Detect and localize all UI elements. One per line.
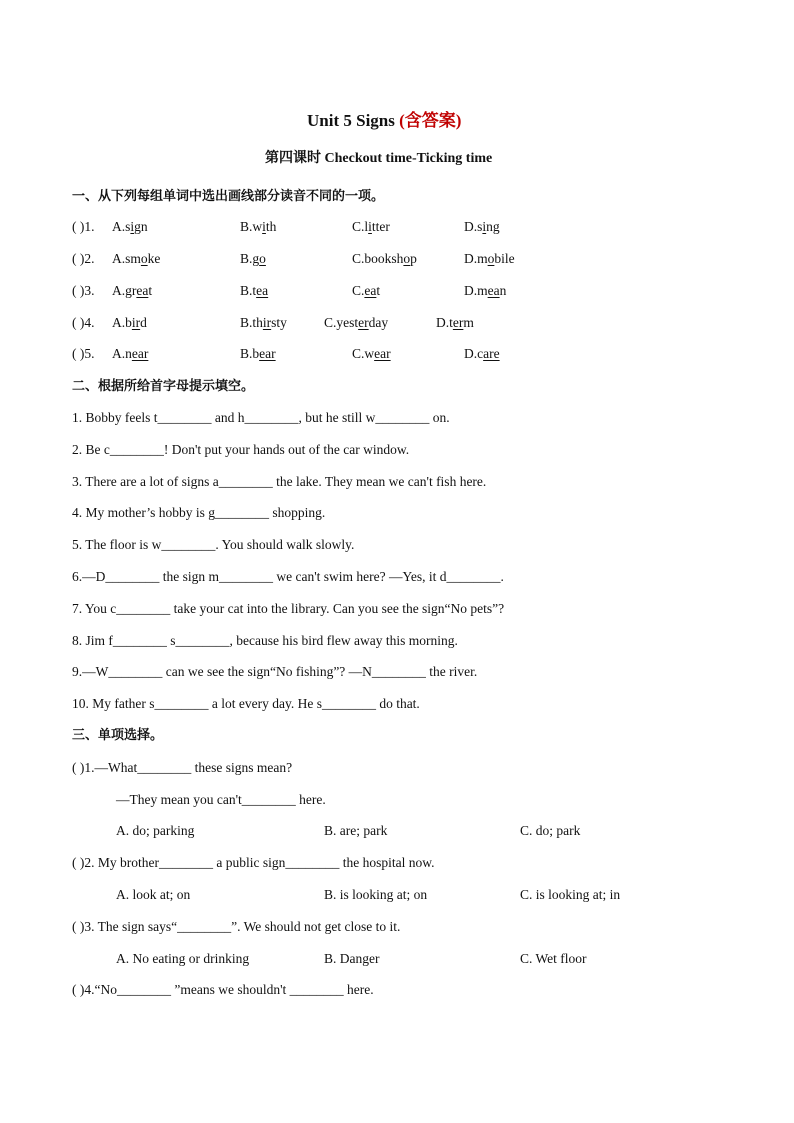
phonics-q1-option-a: A.sign <box>112 219 148 234</box>
phonics-q4-option-a: A.bird <box>112 315 147 330</box>
phonics-q5-option-a: A.near <box>112 346 149 361</box>
phonics-q3-option-a: A.great <box>112 283 153 298</box>
lesson-subtitle: 第四课时 Checkout time-Ticking time <box>265 151 493 166</box>
phonics-q3-number: ( )3. <box>72 283 95 298</box>
mc-q2-option-c: C. is looking at; in <box>520 887 621 902</box>
underlined-letters: i <box>262 219 266 234</box>
phonics-q5-option-d: D.care <box>464 346 500 361</box>
mc-q4-stem: ( )4.“No________ ”means we shouldn't ________ here. <box>72 982 374 997</box>
mc-q2-option-a: A. look at; on <box>116 887 191 902</box>
page-title <box>307 106 461 131</box>
mc-q3-option-b: B. Danger <box>324 951 380 966</box>
phonics-q2-option-d: D.mobile <box>464 251 515 266</box>
underlined-letters: o <box>140 251 148 266</box>
underlined-letters: i <box>482 219 487 234</box>
mc-q1-option-c: C. do; park <box>520 823 581 838</box>
phonics-q3-option-b: B.tea <box>240 283 269 298</box>
phonics-q5-option-b: B.bear <box>240 346 276 361</box>
phonics-q1-option-c: C.litter <box>352 219 390 234</box>
underlined-letters: ea <box>364 283 377 298</box>
answer-tag: (含答案) <box>399 111 462 130</box>
mc-q3-stem: ( )3. The sign says“________”. We should not get close to it. <box>72 919 401 934</box>
underlined-letters: er <box>452 315 464 330</box>
section-2-heading: 二、根据所给首字母提示填空。 <box>72 379 255 394</box>
underlined-letters: ea <box>256 283 269 298</box>
underlined-letters: ea <box>136 283 149 298</box>
underlined-letters: o <box>259 251 266 266</box>
phonics-q2-option-c: C.bookshop <box>352 251 417 266</box>
mc-q1-stem: ( )1.—What________ these signs mean? <box>72 760 293 775</box>
underlined-letters: ear <box>259 346 276 361</box>
underlined-letters: o <box>403 251 411 266</box>
underlined-letters: ir <box>262 315 272 330</box>
section-3-heading: 三、单项选择。 <box>72 728 164 743</box>
phonics-q3-option-c: C.eat <box>352 283 381 298</box>
fill-item-5: 5. The floor is w________. You should walk slowly. <box>72 537 355 552</box>
mc-q1-option-a: A. do; parking <box>116 823 195 838</box>
underlined-letters: er <box>358 315 369 330</box>
underlined-letters: ear <box>131 346 149 361</box>
mc-q3-option-c: C. Wet floor <box>520 951 587 966</box>
phonics-q4-number: ( )4. <box>72 315 95 330</box>
mc-q3-option-a: A. No eating or drinking <box>116 951 250 966</box>
fill-item-4: 4. My mother’s hobby is g________ shopping. <box>72 505 326 520</box>
phonics-q4-option-b: B.thirsty <box>240 315 287 330</box>
phonics-q3-option-d: D.mean <box>464 283 507 298</box>
fill-item-7: 7. You c________ take your cat into the library. Can you see the sign“No pets”? <box>72 601 505 616</box>
phonics-q5-number: ( )5. <box>72 346 95 361</box>
section-1-heading: 一、从下列每组单词中选出画线部分读音不同的一项。 <box>72 189 385 204</box>
underlined-letters: are <box>483 346 500 361</box>
underlined-letters: i <box>130 219 135 234</box>
phonics-q4-option-c: C.yesterday <box>324 315 389 330</box>
mc-q2-stem: ( )2. My brother________ a public sign________ the hospital now. <box>72 855 435 870</box>
phonics-q1-option-d: D.sing <box>464 219 500 234</box>
fill-item-2: 2. Be c________! Don't put your hands out of the car window. <box>72 442 410 457</box>
phonics-q2-option-b: B.go <box>240 251 266 266</box>
underlined-letters: ear <box>374 346 391 361</box>
fill-item-10: 10. My father s________ a lot every day. He s________ do that. <box>72 696 420 711</box>
title-main: Unit 5 Signs <box>307 111 400 130</box>
phonics-q2-number: ( )2. <box>72 251 95 266</box>
underlined-letters: o <box>487 251 495 266</box>
mc-q2-option-b: B. is looking at; on <box>324 887 428 902</box>
fill-item-8: 8. Jim f________ s________, because his bird flew away this morning. <box>72 633 458 648</box>
phonics-q2-option-a: A.smoke <box>112 251 161 266</box>
phonics-q4-option-d: D.term <box>436 315 474 330</box>
phonics-q1-option-b: B.with <box>240 219 277 234</box>
underlined-letters: ea <box>487 283 500 298</box>
mc-q1-stem-2: —They mean you can't________ here. <box>116 792 326 807</box>
underlined-letters: i <box>368 219 372 234</box>
fill-item-9: 9.—W________ can we see the sign“No fishing”? —N________ the river. <box>72 664 478 679</box>
underlined-letters: ir <box>131 315 141 330</box>
fill-item-6: 6.—D________ the sign m________ we can't swim here? —Yes, it d________. <box>72 569 504 584</box>
mc-q1-option-b: B. are; park <box>324 823 388 838</box>
phonics-q5-option-c: C.wear <box>352 346 391 361</box>
phonics-q1-number: ( )1. <box>72 219 95 234</box>
fill-item-3: 3. There are a lot of signs a________ the lake. They mean we can't fish here. <box>72 474 487 489</box>
fill-item-1: 1. Bobby feels t________ and h________, but he still w________ on. <box>72 410 450 425</box>
